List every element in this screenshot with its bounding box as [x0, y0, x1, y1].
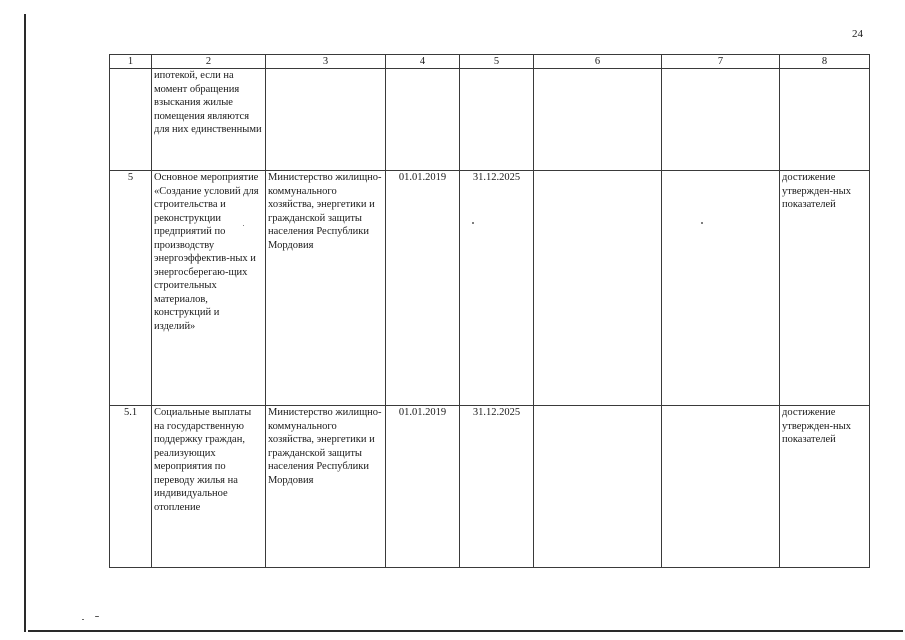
expected-result	[780, 69, 870, 171]
header-cell-2: 2	[152, 55, 266, 69]
scan-left-border	[24, 14, 26, 632]
table-row	[110, 171, 870, 406]
header-cell-4: 4	[386, 55, 460, 69]
schedule-table	[109, 54, 870, 568]
header-cell-1: 1	[110, 55, 152, 69]
col-6-cell	[534, 69, 662, 171]
end-date	[460, 69, 534, 171]
expected-result: достижение утвержден-ных показателей	[780, 406, 870, 568]
col-7-cell	[662, 171, 780, 406]
scan-bottom-border	[28, 630, 903, 632]
event-name: ипотекой, если на момент обращения взыскания жилые помещения являются для них единственными	[152, 69, 266, 171]
table-row	[110, 69, 870, 171]
executor	[266, 69, 386, 171]
table-row	[110, 406, 870, 568]
row-number	[110, 69, 152, 171]
header-cell-5: 5	[460, 55, 534, 69]
event-name: Основное мероприятие «Создание условий для строительства и реконструкции предприятий по производству энергоэффектив-ных и энергосберегаю-щих строительных материалов, конструкций и изделий»	[152, 171, 266, 406]
executor: Министерство жилищно-коммунального хозяйства, энергетики и гражданской защиты населения Республики Мордовия	[266, 406, 386, 568]
header-cell-6: 6	[534, 55, 662, 69]
header-cell-8: 8	[780, 55, 870, 69]
page-number: 24	[852, 28, 863, 40]
col-6-cell	[534, 406, 662, 568]
row-number: 5.1	[110, 406, 152, 568]
header-cell-7: 7	[662, 55, 780, 69]
col-6-cell	[534, 171, 662, 406]
executor: Министерство жилищно-коммунального хозяйства, энергетики и гражданской защиты населения Республики Мордовия	[266, 171, 386, 406]
header-row	[110, 55, 870, 69]
expected-result: достижение утвержден-ных показателей	[780, 171, 870, 406]
start-date	[386, 69, 460, 171]
start-date: 01.01.2019	[386, 171, 460, 406]
scan-speck	[82, 619, 84, 620]
row-number: 5	[110, 171, 152, 406]
start-date: 01.01.2019	[386, 406, 460, 568]
end-date: 31.12.2025	[460, 406, 534, 568]
scan-speck	[95, 616, 99, 617]
col-7-cell	[662, 69, 780, 171]
col-7-cell	[662, 406, 780, 568]
header-cell-3: 3	[266, 55, 386, 69]
end-date: 31.12.2025	[460, 171, 534, 406]
event-name: Социальные выплаты на государственную поддержку граждан, реализующих мероприятия по переводу жилья на индивидуальное отопление	[152, 406, 266, 568]
